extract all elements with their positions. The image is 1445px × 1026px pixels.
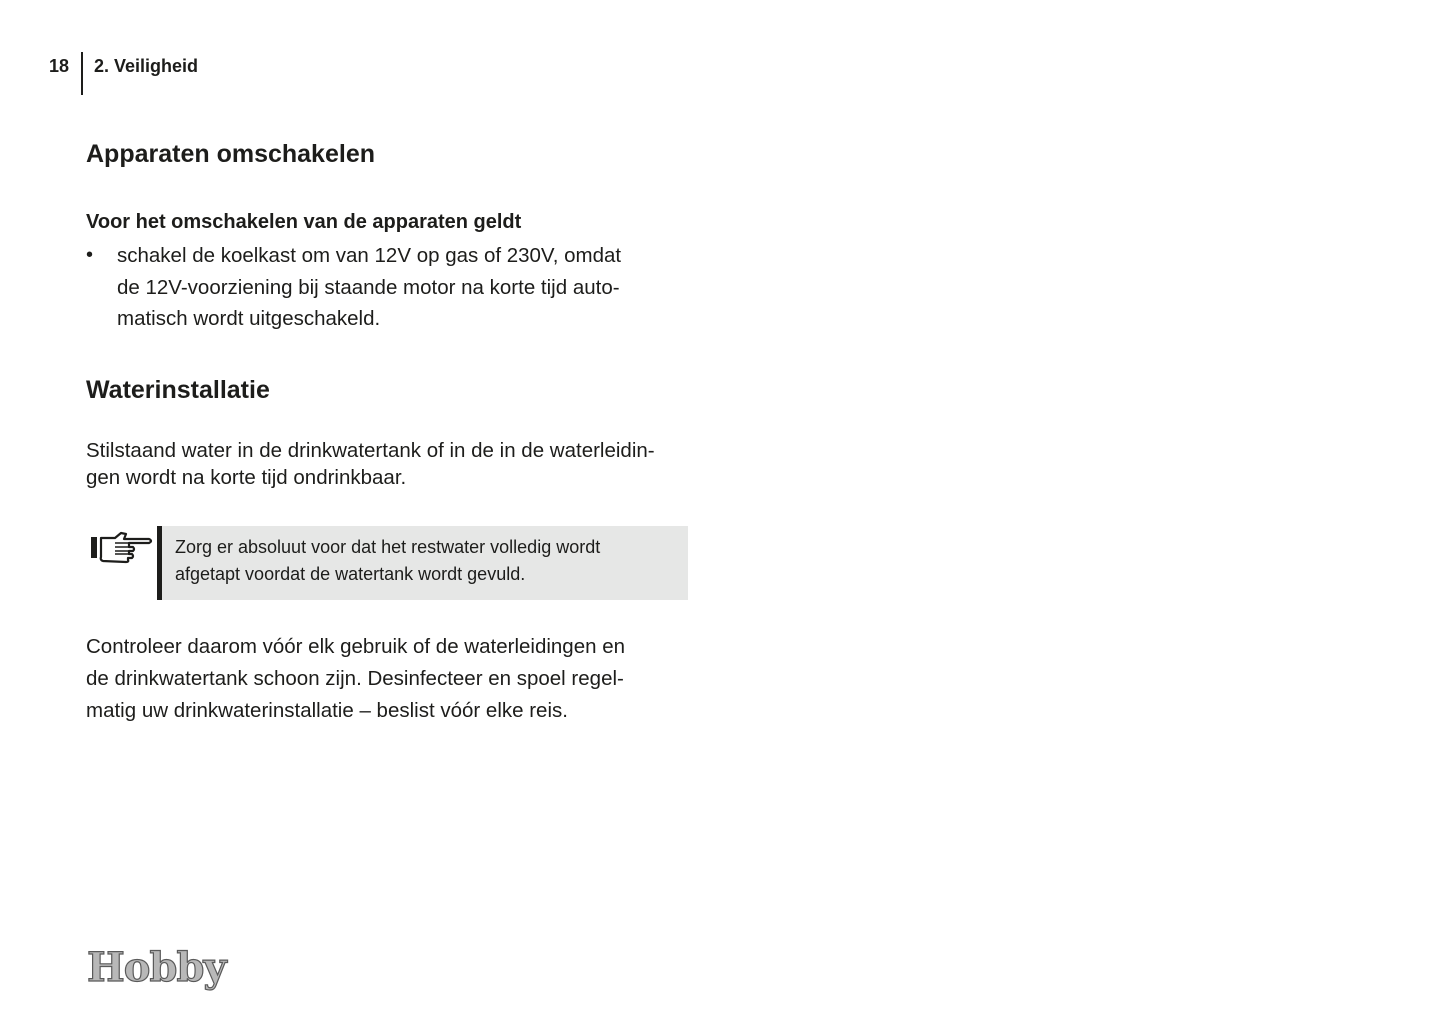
hobby-logo-text: Hobby (87, 944, 226, 991)
note-line: afgetapt voordat de watertank wordt gevuld. (175, 564, 526, 584)
paragraph-line: matig uw drinkwaterinstallatie – beslist vóór elke reis. (86, 699, 568, 722)
bullet-icon: • (86, 244, 94, 266)
note-text (175, 534, 600, 588)
subheading-omschakelen: Voor het omschakelen van de apparaten geldt (86, 211, 522, 233)
bullet-line: schakel de koelkast om van 12V op gas of 230V, omdat (117, 244, 622, 267)
bullet-text (117, 240, 692, 335)
hobby-logo (84, 936, 234, 996)
paragraph-line: Controleer daarom vóór elk gebruik of de waterleidingen en (86, 635, 626, 658)
closing-paragraph (86, 631, 696, 727)
bullet-line: matisch wordt uitgeschakeld. (117, 307, 381, 330)
paragraph-line: gen wordt na korte tijd ondrinkbaar. (86, 466, 407, 489)
intro-paragraph (86, 437, 696, 491)
chapter-title: 2. Veiligheid (94, 56, 199, 76)
page-number: 18 (49, 56, 70, 76)
note-line: Zorg er absoluut voor dat het restwater volledig wordt (175, 537, 601, 557)
note-box (162, 526, 688, 600)
paragraph-line: Stilstaand water in de drinkwatertank of in de in de waterleidin- (86, 439, 655, 462)
pointing-hand-icon (89, 530, 155, 564)
bullet-line: de 12V-voorziening bij staande motor na korte tijd auto- (117, 275, 620, 299)
heading-waterinstallatie: Waterinstallatie (86, 376, 270, 404)
heading-apparaten-omschakelen: Apparaten omschakelen (86, 140, 375, 168)
header-divider (81, 52, 83, 95)
paragraph-line: de drinkwatertank schoon zijn. Desinfecteer en spoel regel- (86, 667, 624, 690)
